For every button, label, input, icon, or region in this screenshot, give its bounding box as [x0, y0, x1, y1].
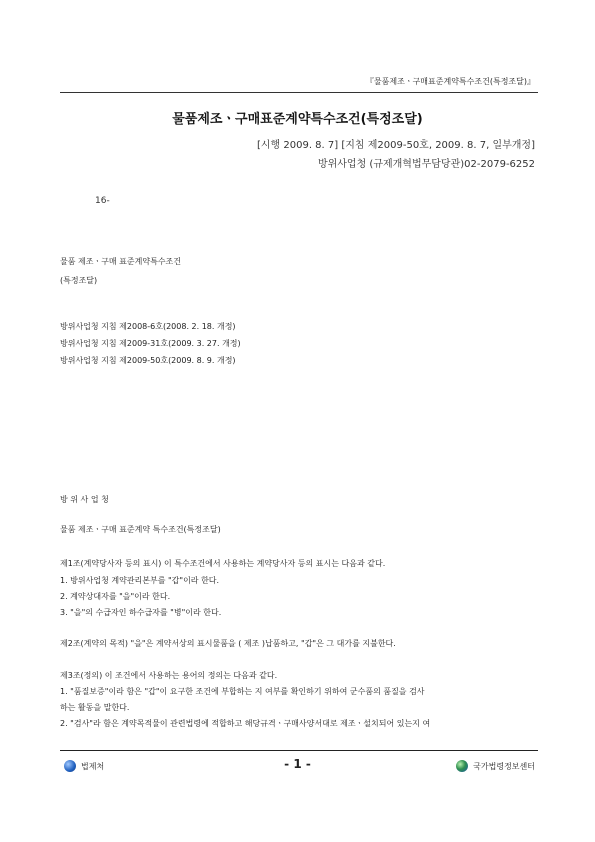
document-title: 물품제조ㆍ구매표준계약특수조건(특정조달)	[172, 112, 423, 127]
revision-line: 방위사업청 지침 제2009-31호(2009. 3. 27. 개정)	[60, 339, 241, 348]
footer-left-label: 법제처	[81, 761, 105, 771]
article-1-item: 1. 방위사업청 계약관리본부를 "갑"이라 한다.	[60, 576, 220, 585]
article-1-item: 2. 계약상대자를 "을"이라 한다.	[60, 592, 171, 601]
article-3: 제3조(정의) 이 조건에서 사용하는 용어의 정의는 다음과 같다.	[60, 671, 278, 680]
revision-line: 방위사업청 지침 제2009-50호(2009. 8. 9. 개정)	[60, 356, 236, 365]
earth-globe-icon	[456, 760, 468, 772]
footer-right-label: 국가법령정보센터	[473, 761, 535, 771]
article-3-item: 1. "품질보증"이라 함은 "갑"이 요구한 조건에 부합하는 지 여부를 확인하기 위하여 군수품의 품질을 검사	[60, 687, 425, 696]
issuer: 방 위 사 업 청	[60, 495, 109, 504]
article-3-item: 2. "검사"라 함은 계약목적물이 관련법령에 적합하고 해당규격ㆍ구매사양서대로 제조ㆍ설치되어 있는지 여	[60, 719, 431, 728]
agency-info: 방위사업청 (규제개혁법무담당관)02-2079-6252	[317, 159, 535, 170]
footer-right	[456, 760, 535, 772]
article-3-item-cont: 하는 활동을 말한다.	[60, 703, 130, 712]
article-1-item: 3. "을"의 수급자인 하수급자를 "병"이라 한다.	[60, 608, 222, 617]
article-1: 제1조(계약당사자 등의 표시) 이 특수조건에서 사용하는 계약당사자 등의 표시는 다음과 같다.	[60, 559, 386, 568]
section-title: 물품 제조ㆍ구매 표준계약 특수조건(특정조달)	[60, 525, 221, 534]
revision-line: 방위사업청 지침 제2008-6호(2008. 2. 18. 개정)	[60, 322, 236, 331]
enforcement-info: [시행 2009. 8. 7] [지침 제2009-50호, 2009. 8. 7, 일부개정]	[256, 140, 535, 151]
header-reference: 『물품제조ㆍ구매표준계약특수조건(특정조달)』	[365, 77, 535, 86]
doc-subtitle: (특정조달)	[60, 276, 98, 285]
header-rule	[60, 92, 538, 93]
footer-page-number: - 1 -	[284, 757, 311, 771]
page-marker: 16-	[95, 196, 110, 206]
doc-name: 물품 제조ㆍ구매 표준계약특수조건	[60, 257, 182, 266]
footer-rule	[60, 750, 538, 751]
article-2: 제2조(계약의 목적) "을"은 계약서상의 표시물품을 ( 제조 )납품하고, "갑"은 그 대가를 지불한다.	[60, 639, 396, 648]
